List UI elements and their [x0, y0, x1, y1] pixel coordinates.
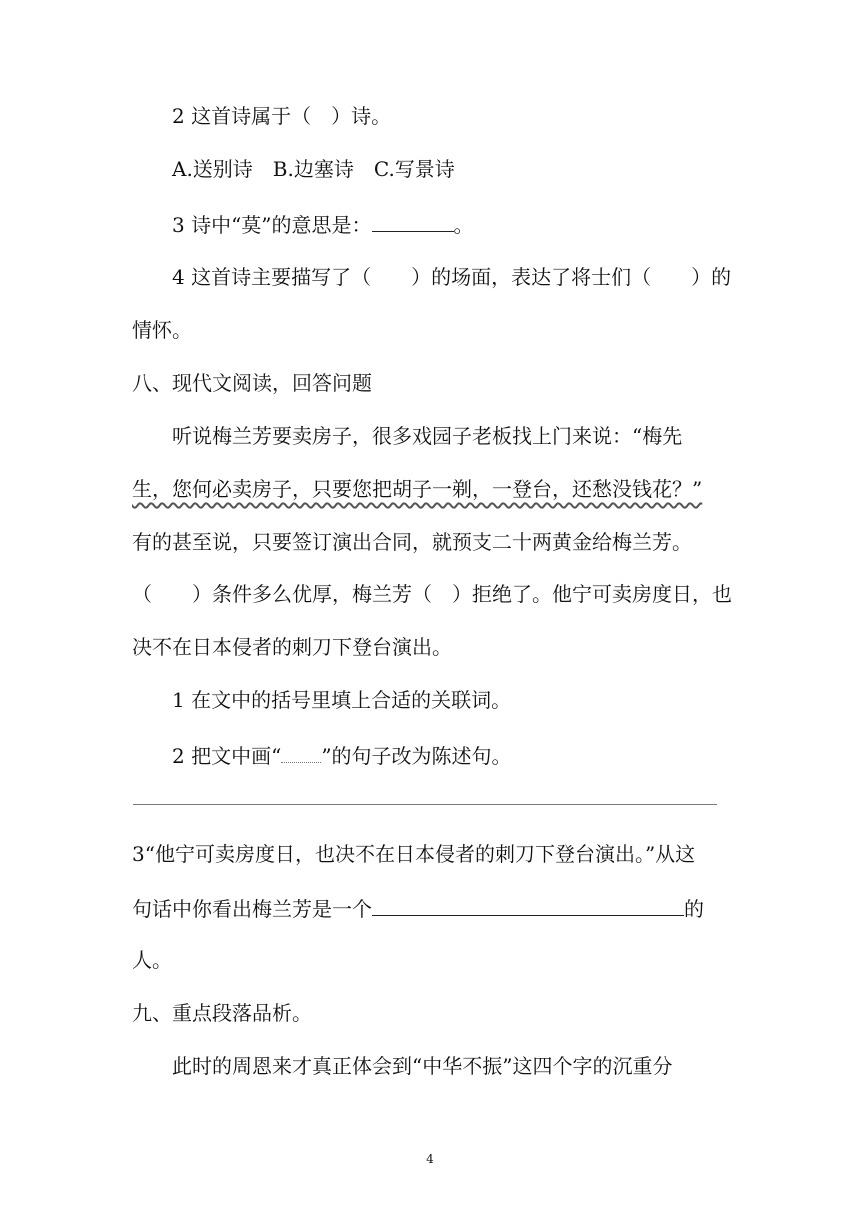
passage-line-3: 有的甚至说，只要签订演出合同，就预支二十两黄金给梅兰芳。 [132, 530, 692, 554]
passage-question-3-suffix: 的 [684, 897, 704, 921]
question-3-suffix: 。 [453, 213, 474, 237]
passage-question-1: 1 在文中的括号里填上合适的关联词。 [172, 688, 512, 712]
answer-blank [372, 893, 684, 916]
passage-question-2 [172, 740, 512, 770]
passage-question-3-prefix: 句话中你看出梅兰芳是一个 [132, 897, 372, 921]
section-9-title: 九、重点段落品析。 [132, 1001, 312, 1025]
page-number: 4 [426, 1152, 434, 1166]
passage-question-3-line3: 人。 [132, 948, 172, 972]
passage-question-2-prefix: 2 把文中画“ [172, 744, 282, 768]
passage-line-2-underlined: 生，您何必卖房子，只要您把胡子一剃，一登台，还愁没钱花？” [132, 477, 703, 501]
question-2: 2 这首诗属于（ ）诗。 [172, 104, 392, 128]
passage-question-3-line2 [132, 893, 704, 923]
question-3 [172, 209, 474, 239]
passage-question-3-line1: 3“他宁可卖房度日，也决不在日本侵者的刺刀下登台演出。”从这 [132, 842, 696, 866]
wavy-line-sample [281, 740, 321, 763]
question-4-line2: 情怀。 [132, 318, 192, 342]
question-3-text: 3 诗中“莫”的意思是： [172, 213, 372, 237]
question-2-options: A.送别诗 B.边塞诗 C.写景诗 [172, 157, 455, 181]
passage-line-5: 决不在日本侵者的刺刀下登台演出。 [132, 635, 452, 659]
answer-line [133, 804, 717, 805]
passage-line-1: 听说梅兰芳要卖房子，很多戏园子老板找上门来说：“梅先 [172, 424, 683, 448]
question-4-line1: 4 这首诗主要描写了（ ）的场面，表达了将士们（ ）的 [172, 265, 732, 289]
section-8-title: 八、现代文阅读，回答问题 [132, 371, 372, 395]
passage-question-2-suffix: ”的句子改为陈述句。 [321, 744, 512, 768]
answer-blank [372, 209, 454, 232]
section-9-text-line1: 此时的周恩来才真正体会到“中华不振”这四个字的沉重分 [172, 1054, 673, 1078]
passage-line-4: （ ）条件多么优厚，梅兰芳（ ）拒绝了。他宁可卖房度日，也 [132, 582, 732, 606]
